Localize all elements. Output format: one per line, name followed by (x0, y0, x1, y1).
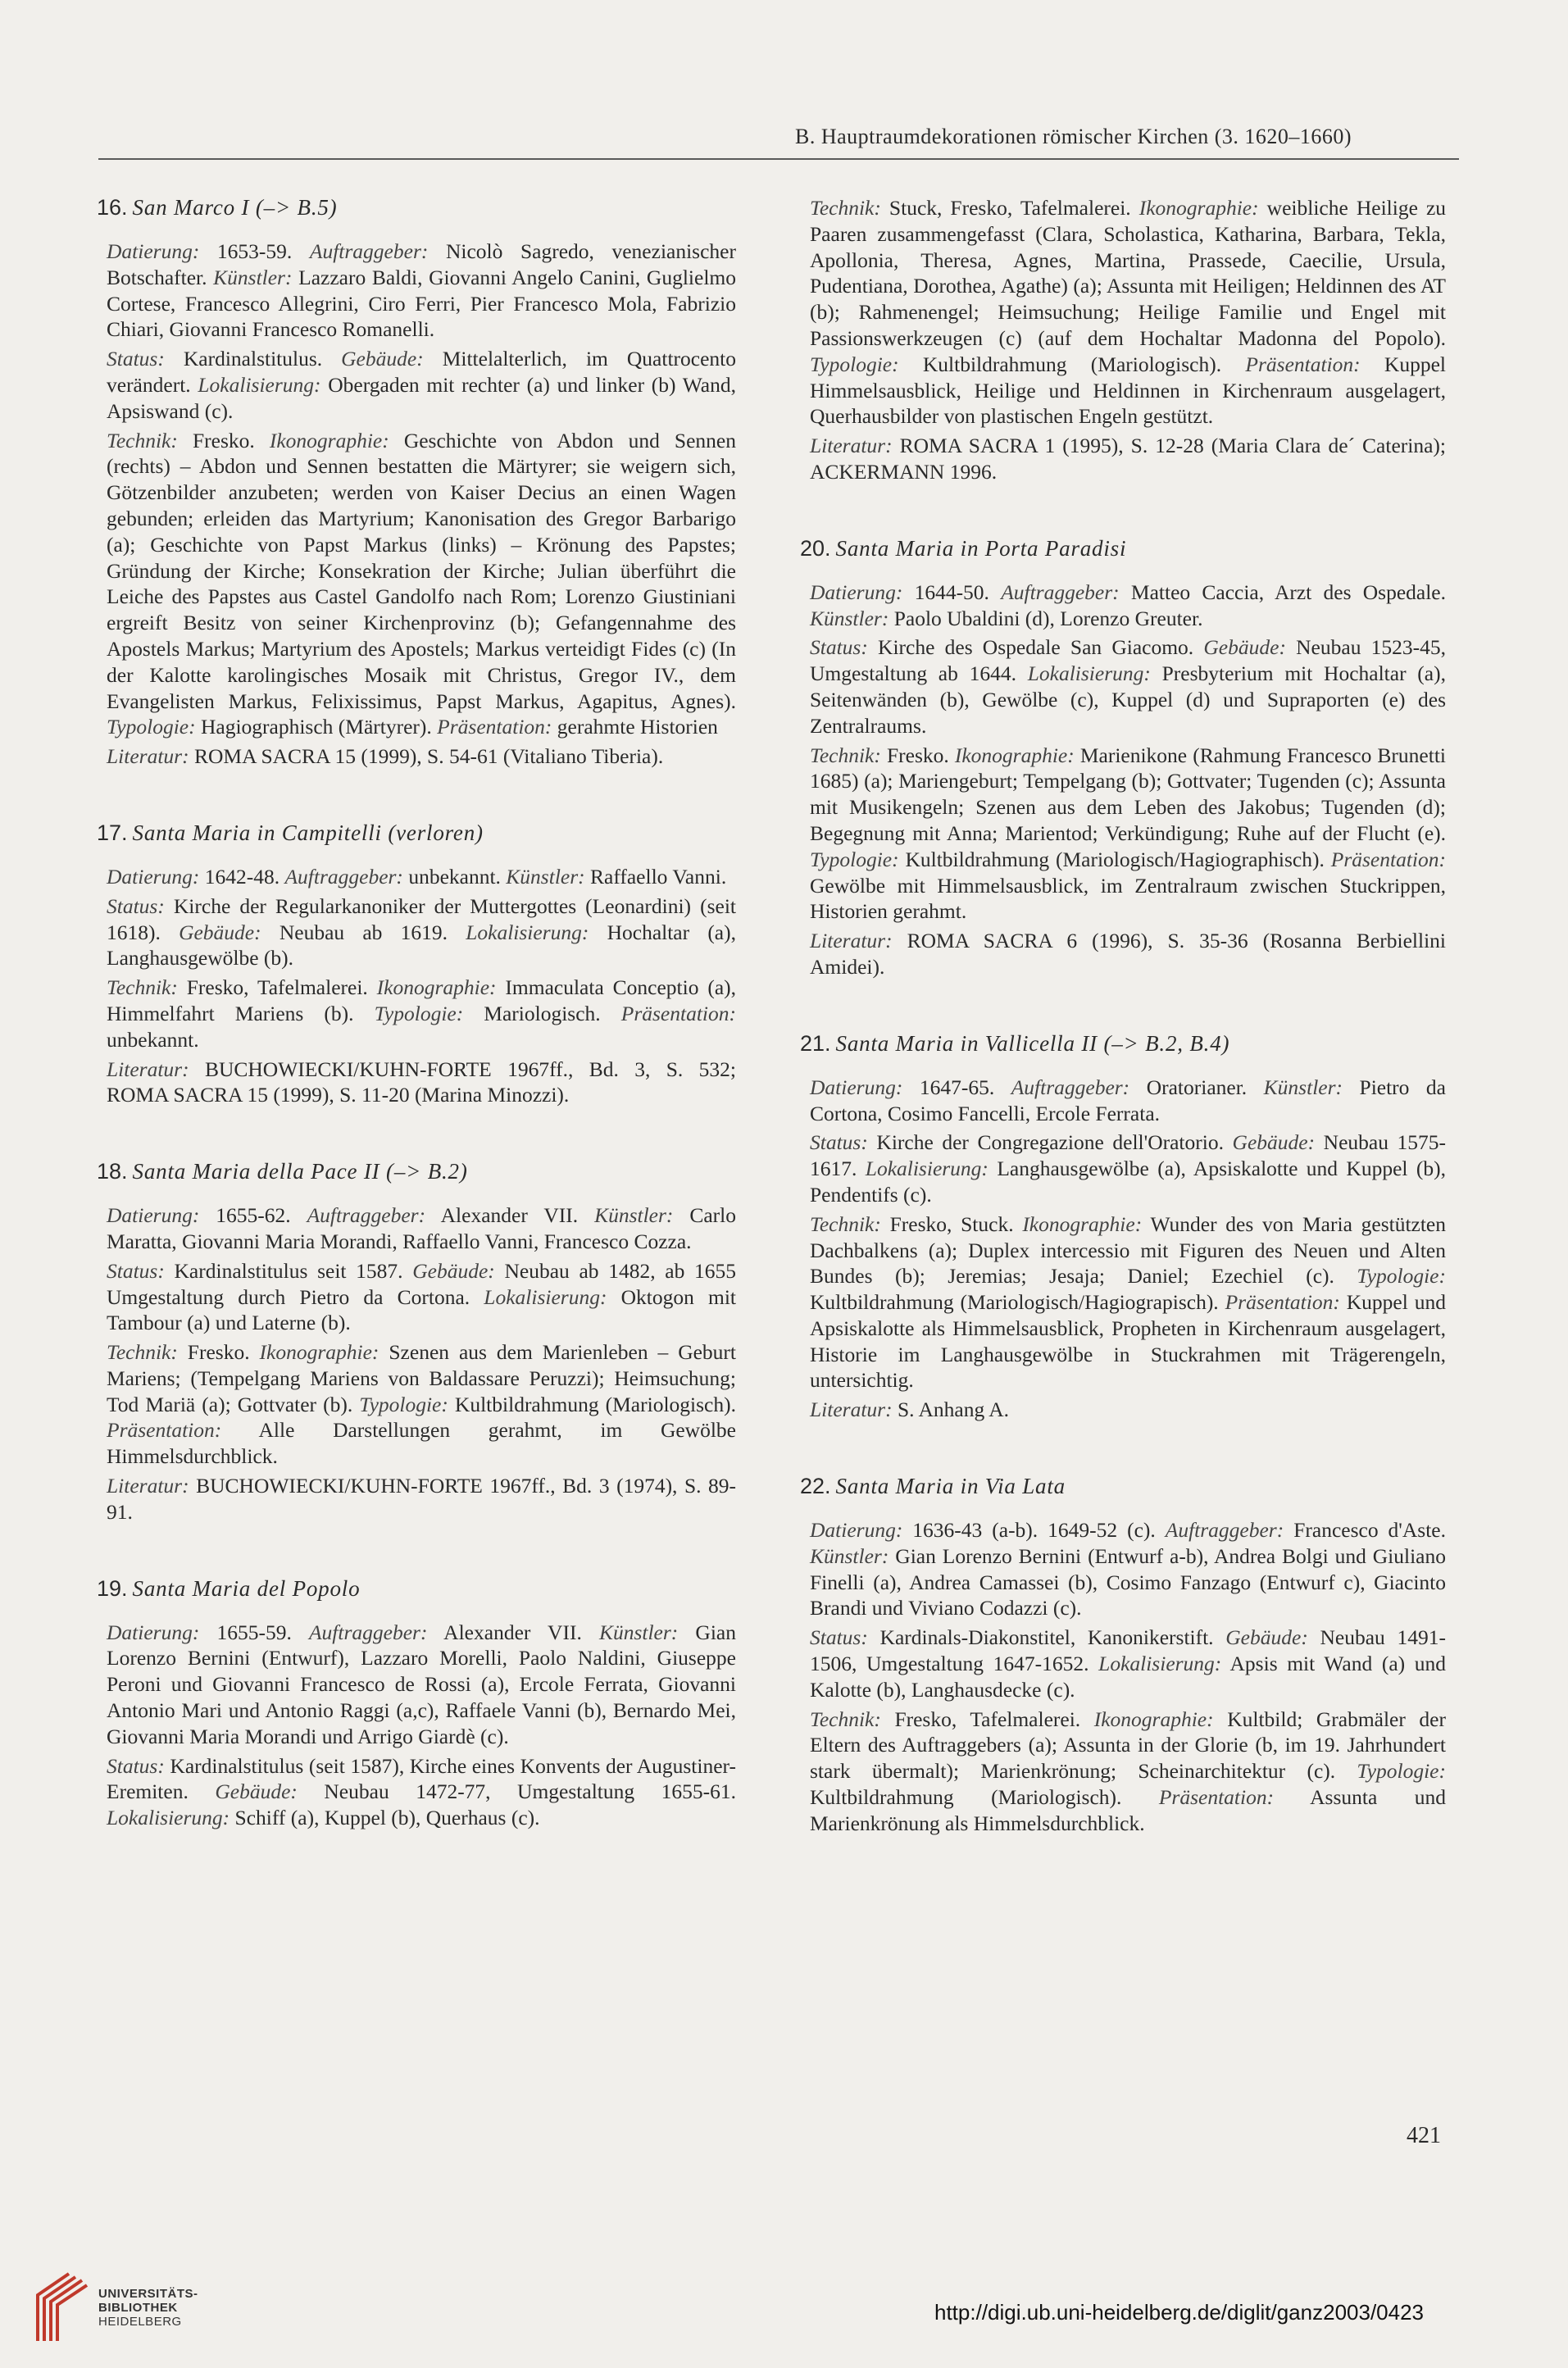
entry-number: 18. (97, 1159, 128, 1184)
field-label: Technik: (810, 1707, 881, 1731)
entry-title (97, 1159, 736, 1184)
field-label: Gebäude: (1232, 1130, 1316, 1155)
field-label: Status: (810, 1130, 868, 1155)
field-label: Typologie: (1357, 1264, 1446, 1289)
entry-paragraph: Literatur: ROMA SACRA 1 (1995), S. 12-28 (Maria Clara de´ Caterina); ACKERMANN 1996. (810, 434, 1446, 484)
field-label: Lokalisierung: (865, 1157, 989, 1181)
entry-title (97, 820, 736, 846)
field-label: Status: (107, 1258, 165, 1283)
entry-paragraph: Datierung: 1636-43 (a-b). 1649-52 (c). Auftraggeber: Francesco d'Aste. Künstler: Gian Lorenzo Bernini (Entwurf a-b), Andrea Bolgi und Giuliano Finelli (a), Andrea Camassei (b), Cosimo Fanzago (Entwurf c), Giacinto Brandi und Viviano Codazzi (c). (810, 1518, 1446, 1620)
entry-paragraph: Status: Kardinals-Diakonstitel, Kanonikerstift. Gebäude: Neubau 1491-1506, Umgestaltung 1647-1652. Lokalisierung: Apsis mit Wand (a) und Kalotte (b), Langhausdecke (c). (810, 1625, 1446, 1702)
field-label: Künstler: (594, 1203, 674, 1228)
entry-paragraph: Technik: Fresko. Ikonographie: Marienikone (Rahmung Francesco Brunetti 1685) (a); Mariengeburt; Tempelgang (b); Gottvater; Tugenden (c); Assunta mit Musikengeln; Szenen aus dem Leben des Jakobus; Tugenden (d); Begegnung mit Anna; Marientod; Verkündigung; Ruhe auf der Flucht (e). Typologie: Kultbildrahmung (Mariologisch/Hagiographisch). Präsentation: Gewölbe mit Himmelsausblick, im Zentralraum zwischen Stuckrippen, Historien gerahmt. (810, 743, 1446, 924)
entry-body (107, 1202, 736, 1525)
field-label: Typologie: (107, 715, 196, 739)
field-label: Literatur: (810, 1398, 893, 1422)
field-label: Datierung: (107, 864, 200, 889)
field-label: Auftraggeber: (309, 239, 429, 263)
entry-paragraph: Literatur: ROMA SACRA 15 (1999), S. 54-61 (Vitaliano Tiberia). (107, 744, 664, 769)
field-label: Auftraggeber: (308, 1620, 428, 1644)
library-name-line1: UNIVERSITÄTS- (98, 2286, 198, 2301)
entry-paragraph: Datierung: 1647-65. Auftraggeber: Oratorianer. Künstler: Pietro da Cortona, Cosimo Fancelli, Ercole Ferrata. (810, 1075, 1446, 1125)
entry-title-text: Santa Maria in Via Lata (835, 1474, 1066, 1499)
catalog-entry (97, 1159, 736, 1525)
field-label: Präsentation: (437, 715, 552, 739)
entry-paragraph: Status: Kirche der Regularkanoniker der Muttergottes (Leonardini) (seit 1618). Gebäude: Neubau ab 1619. Lokalisierung: Hochaltar (a), Langhausgewölbe (b). (107, 893, 736, 970)
field-label: Ikonographie: (269, 428, 389, 452)
field-label: Gebäude: (179, 920, 261, 944)
field-label: Künstler: (506, 864, 585, 889)
entry-body (107, 1620, 736, 1831)
field-label: Literatur: (107, 744, 189, 769)
field-label: Lokalisierung: (466, 920, 589, 944)
entry-title-text: Santa Maria della Pace II (–> B.2) (132, 1159, 468, 1184)
catalog-entry (97, 195, 736, 770)
entry-paragraph: Datierung: 1655-62. Auftraggeber: Alexander VII. Künstler: Carlo Maratta, Giovanni Maria Morandi, Raffaello Vanni, Francesco Cozza. (107, 1203, 737, 1253)
field-label: Status: (107, 1753, 165, 1778)
entry-title (800, 1031, 1446, 1057)
field-label: Ikonographie: (376, 975, 497, 1000)
field-label: Künstler: (213, 265, 293, 289)
entry-paragraph: Literatur: BUCHOWIECKI/KUHN-FORTE 1967ff., Bd. 3, S. 532; ROMA SACRA 15 (1999), S. 11-20 (Marina Minozzi). (107, 1057, 736, 1107)
field-label: Lokalisierung: (1027, 661, 1151, 686)
entry-paragraph: Status: Kirche des Ospedale San Giacomo. Gebäude: Neubau 1523-45, Umgestaltung ab 1644. Lokalisierung: Presbyterium mit Hochaltar (a), Seitenwänden (b), Gewölbe (c), Kuppel (d) und Supraporten (e) des Zentralraums. (810, 635, 1447, 738)
page-number: 421 (1407, 2123, 1441, 2148)
source-url[interactable]: http://digi.ub.uni-heidelberg.de/diglit/ganz2003/0423 (934, 2300, 1425, 2325)
field-label: Präsentation: (1225, 1290, 1340, 1315)
entry-paragraph: Technik: Fresko, Stuck. Ikonographie: Wunder des von Maria gestützten Dachbalkens (a); Duplex intercessio mit Figuren des Neuen und Alten Bundes (b); Jeremias; Jesaja; Daniel; Ezechiel (c). Typologie: Kultbildrahmung (Mariologisch/Hagiograpisch). Präsentation: Kuppel und Apsiskalotte als Himmelsausblick, Propheten in Kirchenraum ausgelagert, Historie im Langhausgewölbe in Stuckrahmen mit Trägerengeln, untersichtig. (810, 1211, 1447, 1393)
running-head: B. Hauptraumdekorationen römischer Kirchen (3. 1620–1660) (795, 125, 1352, 148)
catalog-entry (800, 1474, 1446, 1837)
field-label: Gebäude: (215, 1779, 298, 1804)
catalog-entry (97, 1576, 736, 1831)
entry-title (800, 1474, 1446, 1499)
field-label: Ikonographie: (1093, 1707, 1214, 1731)
right-column (800, 195, 1446, 1888)
field-label: Künstler: (810, 606, 889, 630)
field-label: Technik: (107, 428, 178, 452)
library-name-line3: HEIDELBERG (98, 2314, 182, 2329)
field-label: Technik: (107, 1340, 178, 1365)
field-label: Datierung: (107, 1203, 200, 1228)
field-label: Ikonographie: (1022, 1211, 1143, 1236)
field-label: Künstler: (598, 1620, 679, 1644)
field-label: Typologie: (359, 1392, 448, 1416)
entry-title (800, 536, 1446, 561)
left-column (97, 195, 736, 1882)
field-label: Gebäude: (1225, 1625, 1308, 1650)
field-label: Literatur: (810, 929, 893, 953)
entry-paragraph: Datierung: 1644-50. Auftraggeber: Matteo Caccia, Arzt des Ospedale. Künstler: Paolo Ubaldini (d), Lorenzo Greuter. (810, 580, 1446, 630)
entry-body (810, 1517, 1446, 1837)
field-label: Künstler: (810, 1543, 889, 1568)
field-label: Auftraggeber: (1001, 580, 1120, 604)
entry-paragraph: Technik: Fresko. Ikonographie: Geschichte von Abdon und Sennen (rechts) – Abdon und Sennen bestatten die Märtyrer; sie weigern sich, Götzenbilder anzubeten; werden von Kaiser Decius an einen Wagen gebunden; erleiden das Martyrium; Kanonisation des Gregor Barbarigo (a); Geschichte von Papst Markus (links) – Krönung des Papstes; Gründung der Kirche; Konsekration der Kirche; Julian überführt die Leiche des Papstes aus Castel Gandolfo nach Rom; Lorenzo Giustiniani ergreift Besitz von seiner Kirchenprovinz (b); Gefangennahme des Apostels Markus; Martyrium des Apostels; Markus verteidigt Fides (c) (In der Kalotte karolingisches Mosaik mit Christus, Gregor IV., dem Evangelisten Markus, Felixissimus, Papst Markus, Agapitus, Agnes). Typologie: Hagiographisch (Märtyrer). Präsentation: gerahmte Historien (107, 428, 737, 739)
library-logo[interactable] (33, 2270, 198, 2344)
catalog-entry (800, 536, 1446, 980)
field-label: Technik: (810, 1211, 881, 1236)
field-label: Datierung: (810, 1075, 903, 1099)
field-label: Typologie: (810, 847, 899, 871)
entry-body (810, 580, 1446, 980)
field-label: Datierung: (107, 239, 200, 263)
field-label: Präsentation: (107, 1418, 222, 1443)
field-label: Literatur: (107, 1474, 189, 1498)
entry-paragraph: Technik: Fresko. Ikonographie: Szenen aus dem Marienleben – Geburt Mariens; (Tempelgang Mariens von Baldassare Peruzzi); Heimsuchung; Tod Mariä (a); Gottvater (b). Typologie: Kultbildrahmung (Mariologisch). Präsentation: Alle Darstellungen gerahmt, im Gewölbe Himmelsdurchblick. (107, 1340, 736, 1469)
entry-paragraph: Datierung: 1642-48. Auftraggeber: unbekannt. Künstler: Raffaello Vanni. (107, 864, 727, 889)
field-label: Typologie: (810, 352, 899, 376)
field-label: Ikonographie: (259, 1340, 380, 1365)
entry-number: 21. (800, 1030, 831, 1056)
field-label: Literatur: (107, 1057, 189, 1081)
entry-body (810, 195, 1446, 485)
field-label: Gebäude: (341, 347, 424, 371)
entry-number: 17. (97, 820, 128, 845)
catalog-entry (800, 195, 1446, 485)
field-label: Künstler: (1263, 1075, 1343, 1099)
field-label: Ikonographie: (954, 743, 1075, 767)
field-label: Lokalisierung: (107, 1806, 230, 1830)
entry-number: 22. (800, 1474, 831, 1499)
entry-number: 16. (97, 195, 128, 220)
catalog-entry (800, 1031, 1446, 1423)
field-label: Gebäude: (1203, 635, 1286, 660)
field-label: Status: (107, 347, 165, 371)
entry-title (97, 195, 736, 220)
field-label: Datierung: (810, 580, 903, 604)
field-label: Lokalisierung: (198, 372, 321, 397)
field-label: Ikonographie: (1139, 196, 1259, 220)
entry-paragraph: Technik: Fresko, Tafelmalerei. Ikonographie: Immaculata Conceptio (a), Himmelfahrt Mariens (b). Typologie: Mariologisch. Präsentation: unbekannt. (107, 975, 736, 1052)
field-label: Präsentation: (1158, 1785, 1275, 1810)
field-label: Technik: (107, 975, 178, 1000)
entry-number: 20. (800, 535, 831, 561)
field-label: Datierung: (810, 1518, 903, 1543)
entry-body (810, 1075, 1446, 1423)
field-label: Lokalisierung: (484, 1284, 607, 1309)
field-label: Präsentation: (620, 1001, 736, 1025)
field-label: Lokalisierung: (1098, 1652, 1222, 1676)
entry-paragraph: Technik: Fresko, Tafelmalerei. Ikonographie: Kultbild; Grabmäler der Eltern des Auftraggebers (a); Assunta in der Glorie (b, im 19. Jahrhundert stark übermalt); Marienkrönung; Scheinarchitektur (c). Typologie: Kultbildrahmung (Mariologisch). Präsentation: Assunta und Marienkrönung als Himmelsdurchblick. (810, 1707, 1446, 1835)
entry-paragraph: Status: Kardinalstitulus. Gebäude: Mittelalterlich, im Quattrocento verändert. Lokalisierung: Obergaden mit rechter (a) und linker (b) Wand, Apsiswand (c). (107, 347, 736, 423)
entry-title-text: San Marco I (–> B.5) (132, 195, 338, 220)
entry-body (107, 864, 736, 1108)
field-label: Status: (107, 893, 165, 918)
field-label: Technik: (810, 743, 881, 767)
entry-title-text: Santa Maria in Porta Paradisi (835, 535, 1127, 561)
entry-paragraph: Status: Kardinalstitulus (seit 1587), Kirche eines Konvents der Augustiner-Eremiten. Gebäude: Neubau 1472-77, Umgestaltung 1655-61. Lokalisierung: Schiff (a), Kuppel (b), Querhaus (c). (107, 1753, 736, 1830)
field-label: Status: (810, 635, 868, 660)
field-label: Status: (810, 1625, 868, 1650)
field-label: Auftraggeber: (284, 864, 403, 889)
entry-title-text: Santa Maria del Popolo (132, 1575, 361, 1601)
entry-paragraph: Literatur: ROMA SACRA 6 (1996), S. 35-36 (Rosanna Berbiellini Amidei). (810, 929, 1446, 979)
entry-title (97, 1576, 736, 1602)
field-label: Präsentation: (1330, 847, 1446, 871)
entry-paragraph: Status: Kirche der Congregazione dell'Oratorio. Gebäude: Neubau 1575-1617. Lokalisierung: Langhausgewölbe (a), Apsiskalotte und Kuppel (b), Pendentifs (c). (810, 1130, 1447, 1207)
field-label: Präsentation: (1245, 352, 1361, 376)
field-label: Literatur: (810, 434, 893, 458)
library-name-line2: BIBLIOTHEK (98, 2300, 178, 2315)
field-label: Auftraggeber: (1011, 1075, 1130, 1099)
field-label: Technik: (810, 196, 881, 220)
header-rule (98, 158, 1459, 160)
field-label: Typologie: (1357, 1759, 1446, 1784)
field-label: Auftraggeber: (307, 1203, 426, 1228)
entry-paragraph: Status: Kardinalstitulus seit 1587. Gebäude: Neubau ab 1482, ab 1655 Umgestaltung durch Pietro da Cortona. Lokalisierung: Oktogon mit Tambour (a) und Laterne (b). (107, 1258, 736, 1335)
entry-paragraph: Datierung: 1653-59. Auftraggeber: Nicolò Sagredo, venezianischer Botschafter. Künstler: Lazzaro Baldi, Giovanni Angelo Canini, Guglielmo Cortese, Francesco Allegrini, Ciro Ferri, Pier Francesco Mola, Fabrizio Chiari, Giovanni Francesco Romanelli. (107, 239, 736, 342)
entry-body (107, 239, 736, 770)
entry-paragraph: Literatur: BUCHOWIECKI/KUHN-FORTE 1967ff., Bd. 3 (1974), S. 89-91. (107, 1474, 736, 1524)
field-label: Gebäude: (412, 1258, 495, 1283)
field-label: Datierung: (107, 1620, 200, 1644)
field-label: Auftraggeber: (1165, 1518, 1284, 1543)
entry-paragraph: Datierung: 1655-59. Auftraggeber: Alexander VII. Künstler: Gian Lorenzo Bernini (Entwurf), Lazzaro Morelli, Paolo Naldini, Giuseppe Peroni und Giovanni Francesco de Rossi (a), Ercole Ferrata, Giovanni Antonio Mari und Antonio Raggi (a,c), Raffaele Vanni (b), Bernardo Mei, Giovanni Maria Morandi und Arrigo Giardè (c). (107, 1620, 736, 1748)
field-label: Typologie: (374, 1001, 464, 1025)
entry-number: 19. (97, 1575, 128, 1601)
entry-paragraph: Technik: Stuck, Fresko, Tafelmalerei. Ikonographie: weibliche Heilige zu Paaren zusammengefasst (Clara, Scholastica, Katharina, Barbara, Tekla, Apollonia, Theresa, Agnes, Martina, Prassede, Caecilie, Ursula, Pudentiana, Dorothea, Agathe) (a); Assunta mit Heiligen; Heldinnen des AT (b); Rahmenengel; Heimsuchung; Heilige Familie und Engel mit Passionswerkzeugen (c) (auf dem Hochaltar Madonna del Popolo). Typologie: Kultbildrahmung (Mariologisch). Präsentation: Kuppel Himmelsausblick, Heilige und Heldinnen in Kirchenraum ausgelagert, Querhausbilder von plastischen Engeln gestützt. (810, 196, 1447, 429)
library-logo-icon (33, 2270, 90, 2344)
entry-title-text: Santa Maria in Vallicella II (–> B.2, B.4) (835, 1030, 1230, 1056)
entry-paragraph: Literatur: S. Anhang A. (810, 1398, 1009, 1422)
catalog-entry (97, 820, 736, 1108)
entry-title-text: Santa Maria in Campitelli (verloren) (132, 820, 484, 845)
